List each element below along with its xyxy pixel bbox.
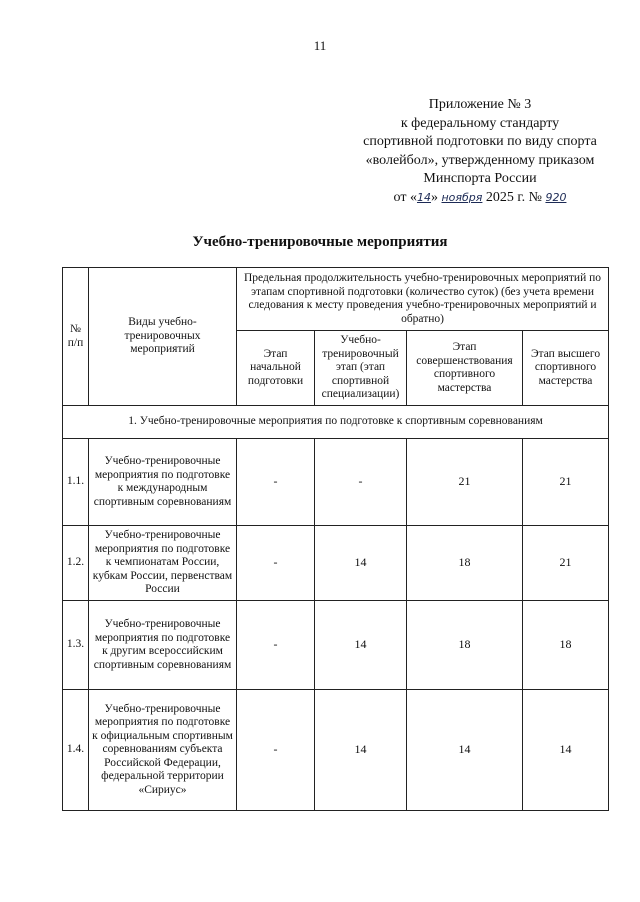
row-name: Учебно-тренировочные мероприятия по подготовке к международным спортивным соревнованиям xyxy=(89,439,237,526)
row-value: - xyxy=(237,690,315,811)
header-stage-highest: Этап высшего спортивного мастерства xyxy=(523,331,609,406)
order-mid: » xyxy=(430,189,438,205)
order-prefix: от « xyxy=(393,189,417,205)
table-row xyxy=(63,690,609,811)
row-value: - xyxy=(237,439,315,526)
order-day: 14 xyxy=(416,190,431,204)
row-num: 1.3. xyxy=(63,601,89,690)
row-name: Учебно-тренировочные мероприятия по подготовке к другим всероссийским спортивным соревнованиям xyxy=(89,601,237,690)
order-line xyxy=(338,189,622,208)
row-value: 21 xyxy=(523,439,609,526)
appendix-line: «волейбол», утвержденному приказом xyxy=(365,152,595,168)
order-number: 920 xyxy=(545,190,567,204)
row-value: - xyxy=(237,526,315,601)
header-num: № п/п xyxy=(63,268,89,406)
row-value: - xyxy=(237,601,315,690)
appendix-block xyxy=(338,96,622,207)
row-num: 1.2. xyxy=(63,526,89,601)
appendix-line: Приложение № 3 xyxy=(428,97,532,112)
document-title: Учебно-тренировочные мероприятия xyxy=(192,234,448,250)
table-row xyxy=(63,439,609,526)
header-stage-initial: Этап начальной подготовки xyxy=(237,331,315,406)
row-value: - xyxy=(315,439,407,526)
row-value: 14 xyxy=(407,690,523,811)
row-num: 1.4. xyxy=(63,690,89,811)
appendix-line: Минспорта России xyxy=(423,171,537,186)
appendix-line: спортивной подготовки по виду спорта xyxy=(363,134,597,149)
header-duration: Предельная продолжительность учебно-тренировочных мероприятий по этапам спортивной подготовки (количество суток) (без учета времени следования к месту проведения учебно-тренировочных мероприятий и обратно) xyxy=(237,268,609,331)
row-value: 14 xyxy=(523,690,609,811)
section-row xyxy=(63,406,609,439)
header-stage-training: Учебно-тренировочный этап (этап спортивной специализации) xyxy=(315,331,407,406)
row-value: 18 xyxy=(407,601,523,690)
training-events-table xyxy=(62,267,609,811)
row-value: 18 xyxy=(523,601,609,690)
header-kinds: Виды учебно-тренировочных мероприятий xyxy=(89,268,237,406)
page-number: 11 xyxy=(313,38,327,53)
header-stage-improvement: Этап совершенствования спортивного мастерства xyxy=(407,331,523,406)
row-value: 14 xyxy=(315,601,407,690)
row-name: Учебно-тренировочные мероприятия по подготовке к официальным спортивным соревнованиям субъекта Российской Федерации, федеральной территории «Сириус» xyxy=(89,690,237,811)
table-row xyxy=(63,526,609,601)
row-value: 21 xyxy=(523,526,609,601)
section-title: 1. Учебно-тренировочные мероприятия по подготовке к спортивным соревнованиям xyxy=(63,406,609,439)
appendix-line: к федеральному стандарту xyxy=(400,115,560,131)
order-year: 2025 г. № xyxy=(485,189,542,205)
row-value: 18 xyxy=(407,526,523,601)
order-month: ноября xyxy=(441,190,483,204)
row-value: 21 xyxy=(407,439,523,526)
row-value: 14 xyxy=(315,690,407,811)
table-row xyxy=(63,601,609,690)
row-value: 14 xyxy=(315,526,407,601)
row-name: Учебно-тренировочные мероприятия по подготовке к чемпионатам России, кубкам России, первенствам России xyxy=(89,526,237,601)
row-num: 1.1. xyxy=(63,439,89,526)
